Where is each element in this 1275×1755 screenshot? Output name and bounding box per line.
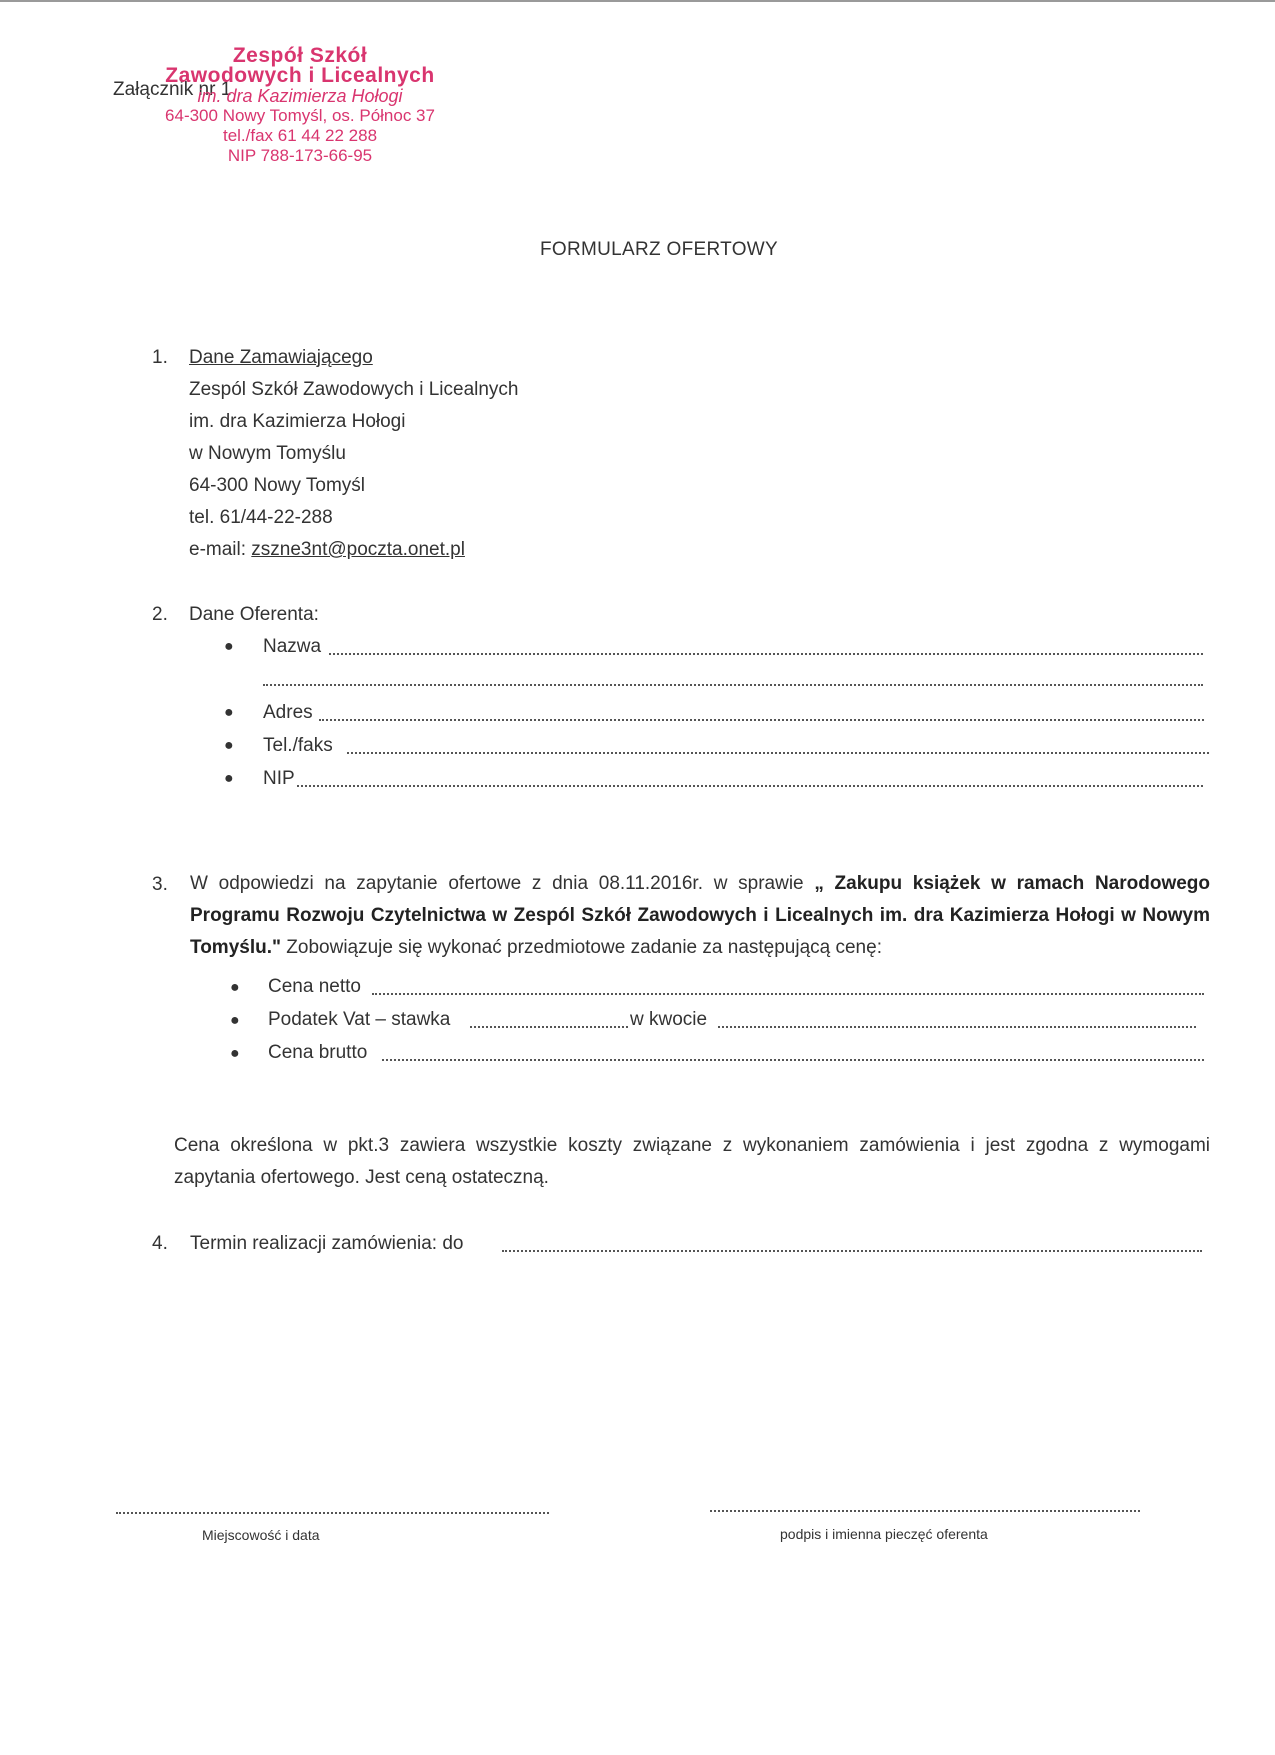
stamp-line-4: 64-300 Nowy Tomyśl, os. Północ 37: [165, 106, 435, 125]
fill-line-cena-netto[interactable]: [372, 993, 1204, 995]
bullet-icon: ●: [230, 1012, 240, 1029]
section4-number: 4.: [152, 1233, 168, 1254]
field-label-telfaks: Tel./faks: [263, 735, 333, 756]
signature-line-place-date[interactable]: [116, 1512, 549, 1514]
field-label-w-kwocie: w kwocie: [630, 1009, 708, 1030]
section1-line: Zespól Szkół Zawodowych i Licealnych: [189, 379, 519, 400]
section2-number: 2.: [152, 604, 168, 625]
signature-line-offeror[interactable]: [710, 1510, 1140, 1512]
attachment-label: Załącznik nr 1: [113, 79, 232, 100]
fill-line-termin[interactable]: [502, 1250, 1202, 1252]
fill-line-nazwa[interactable]: [329, 653, 1203, 655]
scan-edge: [0, 0, 1275, 2]
section4-text: Termin realizacji zamówienia: do: [190, 1233, 464, 1254]
section1-line: im. dra Kazimierza Hołogi: [189, 411, 406, 432]
section3-text-before: W odpowiedzi na zapytanie ofertowe z dnia 08.11.2016r. w sprawie: [190, 873, 815, 894]
email-link[interactable]: zszne3nt@poczta.onet.pl: [251, 539, 465, 560]
bullet-icon: ●: [224, 770, 234, 787]
email-line: [189, 539, 465, 561]
section3-number: 3.: [152, 874, 168, 895]
fill-line-nazwa-2[interactable]: [263, 684, 1203, 686]
field-label-cena-netto: Cena netto: [268, 976, 361, 997]
fill-line-nip[interactable]: [297, 785, 1203, 787]
stamp-line-3: im. dra Kazimierza Hołogi: [197, 86, 403, 106]
section3-text-after: Zobowiązuje się wykonać przedmiotowe zadanie za następującą cenę:: [281, 937, 882, 958]
section3-paragraph: [190, 868, 1210, 964]
stamp-line-5: tel./fax 61 44 22 288: [222, 126, 378, 145]
page-title: FORMULARZ OFERTOWY: [540, 239, 778, 260]
section1-line: tel. 61/44-22-288: [189, 507, 333, 528]
stamp-line-2: Zawodowych i Licealnych: [165, 64, 435, 87]
school-stamp: [120, 46, 480, 166]
bullet-icon: ●: [224, 704, 234, 721]
fill-line-telfaks[interactable]: [347, 752, 1209, 754]
field-label-nip: NIP: [263, 768, 295, 789]
section1-line: 64-300 Nowy Tomyśl: [189, 475, 366, 496]
email-label: e-mail:: [189, 539, 252, 560]
fill-line-kwota[interactable]: [718, 1026, 1196, 1028]
fill-line-stawka[interactable]: [470, 1026, 628, 1028]
section1-number: 1.: [152, 347, 168, 368]
section1-line: w Nowym Tomyślu: [189, 443, 346, 464]
field-label-cena-brutto: Cena brutto: [268, 1042, 368, 1063]
bullet-icon: ●: [224, 737, 234, 754]
signature-label-offeror: podpis i imienna pieczęć oferenta: [780, 1526, 988, 1542]
section3-text-bold: „ Zakupu książek w ramach Narodowego Programu Rozwoju Czytelnictwa w Zespól Szkół Zawodowych i Licealnych im. dra Kazimierza Hołogi w Nowym Tomyślu.": [190, 873, 1210, 958]
field-label-adres: Adres: [263, 702, 313, 723]
fill-line-cena-brutto[interactable]: [382, 1059, 1204, 1061]
bullet-icon: ●: [224, 638, 234, 655]
section2-heading: Dane Oferenta:: [189, 604, 319, 625]
bullet-icon: ●: [230, 979, 240, 996]
signature-label-place-date: Miejscowość i data: [202, 1527, 320, 1543]
price-statement: Cena określona w pkt.3 zawiera wszystkie koszty związane z wykonaniem zamówienia i jest zgodna z wymogami zapytania ofertowego. Jest ceną ostateczną.: [174, 1135, 1210, 1188]
stamp-line-6: NIP 788-173-66-95: [227, 146, 373, 165]
fill-line-adres[interactable]: [319, 719, 1204, 721]
bullet-icon: ●: [230, 1045, 240, 1062]
field-label-podatek: Podatek Vat – stawka: [268, 1009, 451, 1030]
field-label-nazwa: Nazwa: [263, 636, 322, 657]
section1-heading: Dane Zamawiającego: [189, 347, 373, 368]
stamp-line-1: Zespół Szkół: [232, 44, 368, 67]
